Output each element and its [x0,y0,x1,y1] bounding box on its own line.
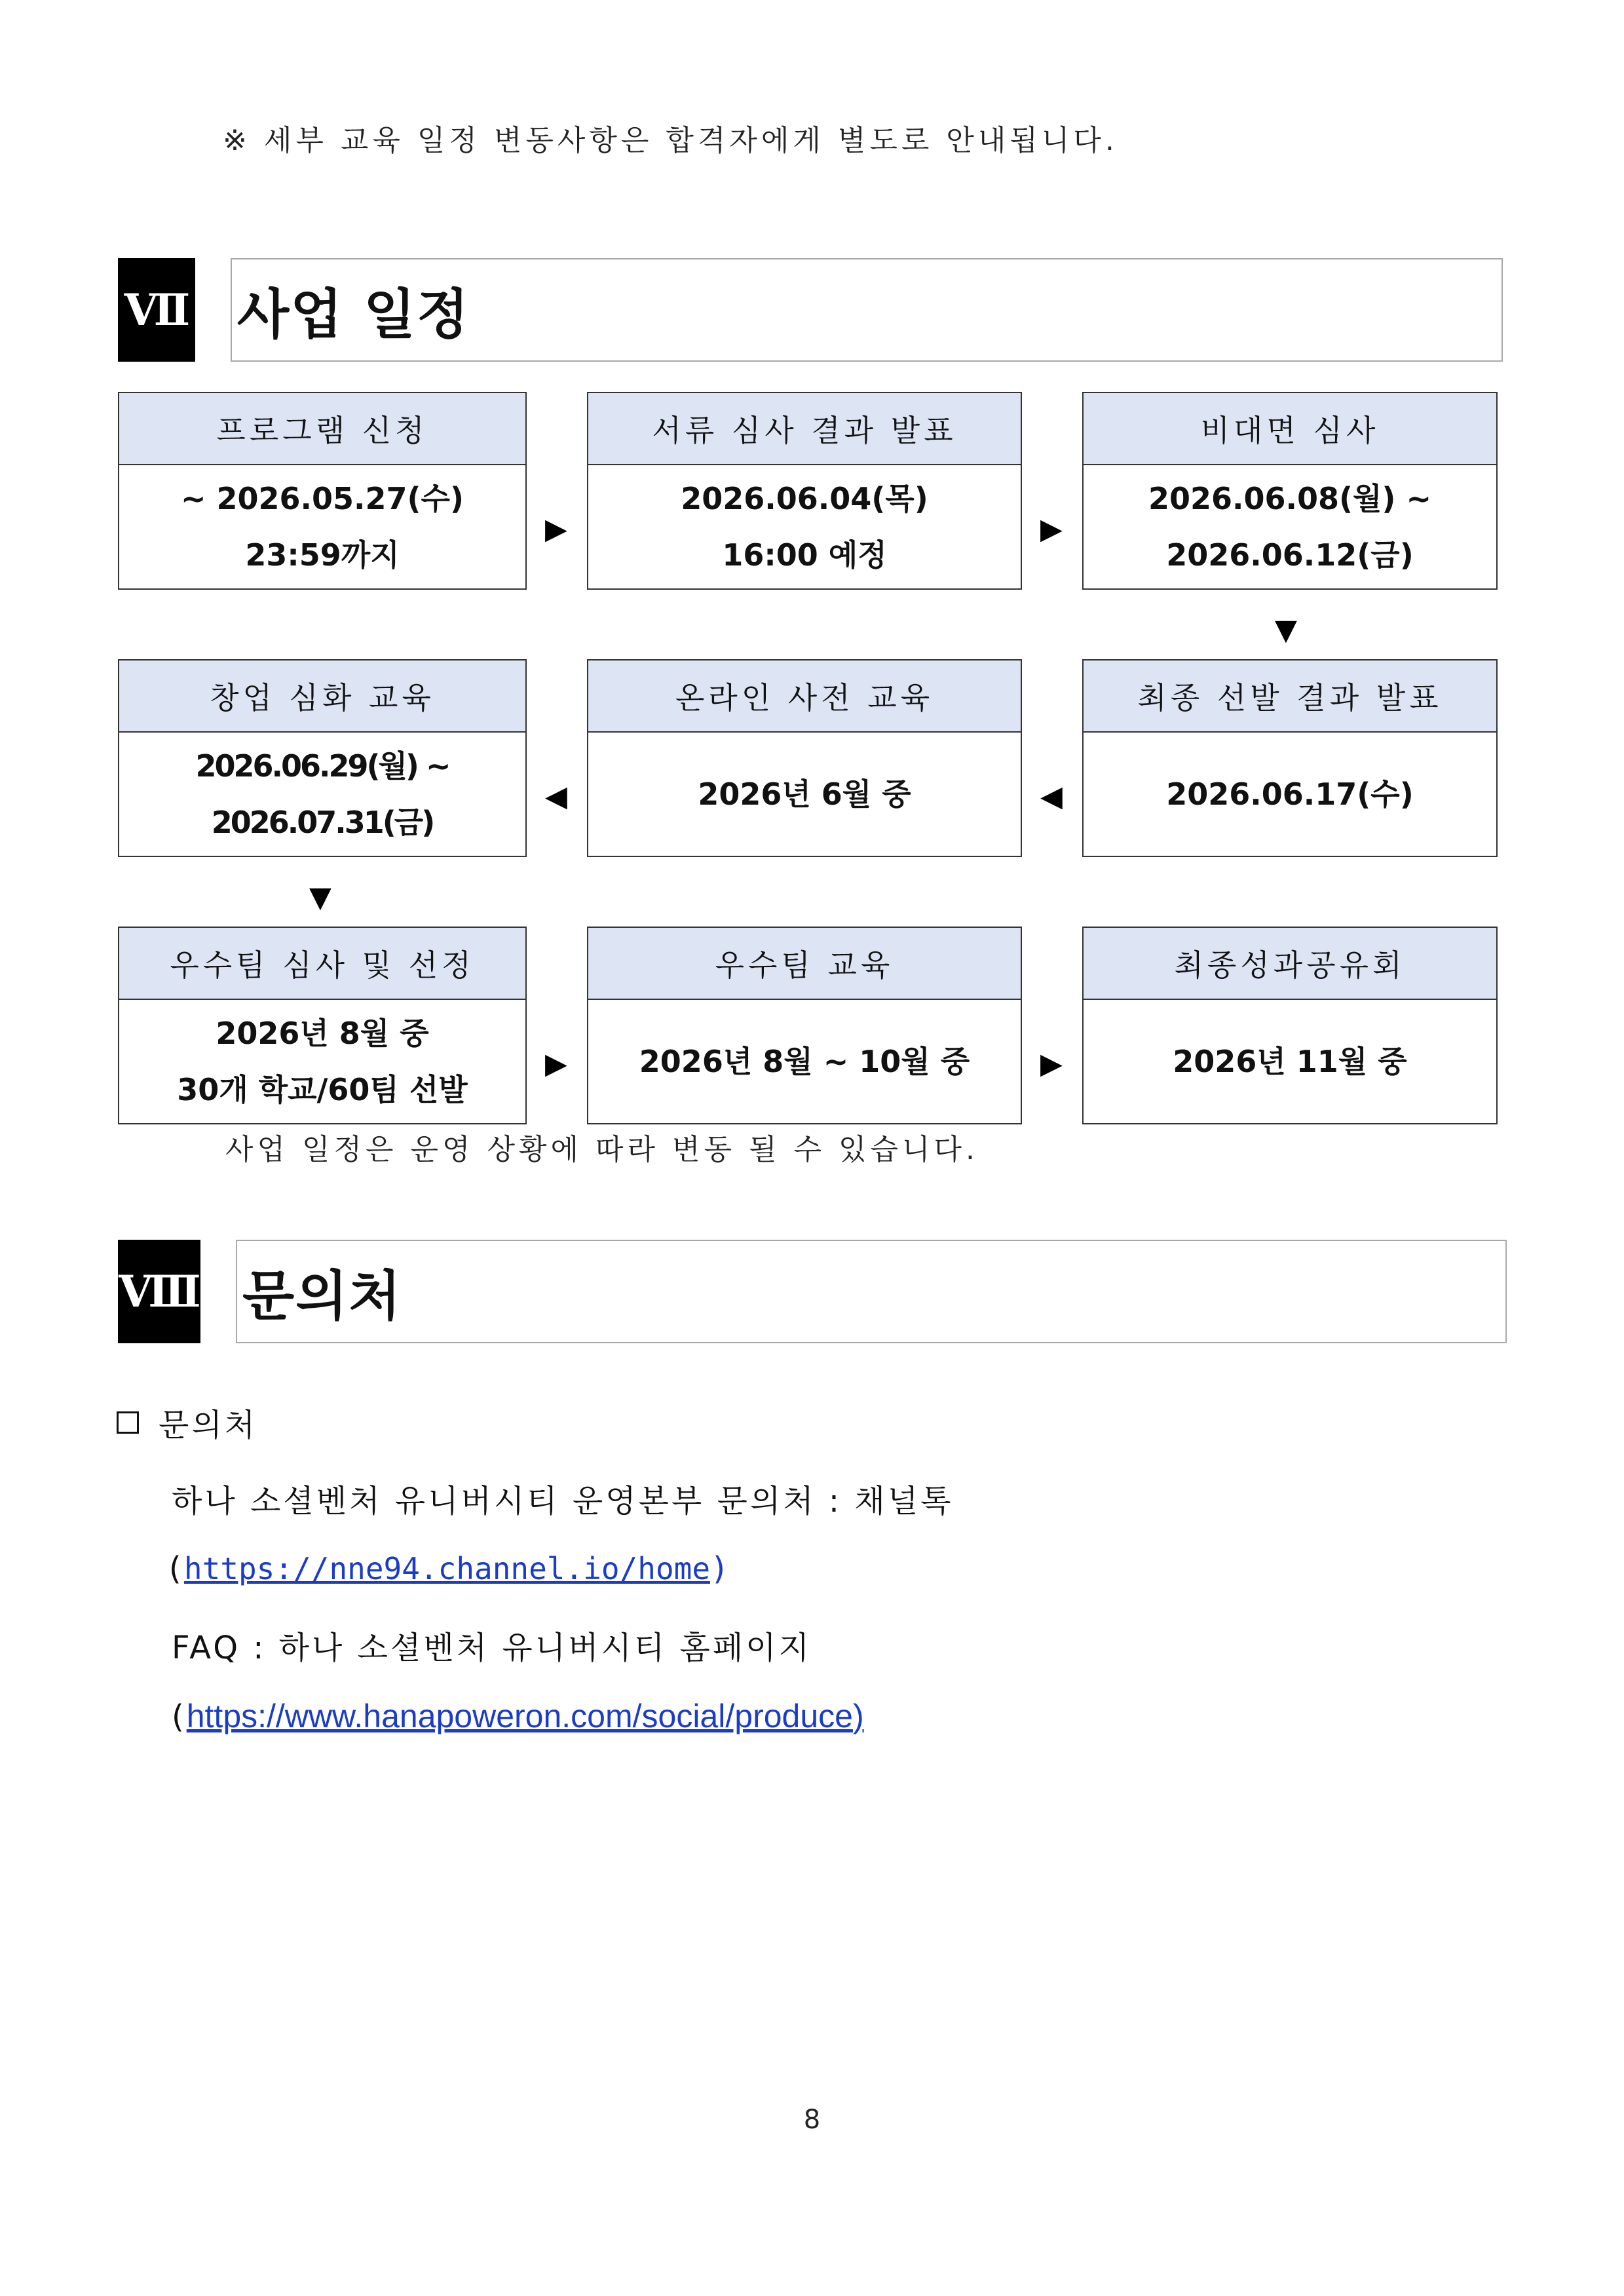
section-8-badge: Ⅷ [118,1240,200,1343]
card-line: 2026년 8월 중 [216,1016,429,1051]
schedule-disclaimer: 사업 일정은 운영 상황에 따라 변동 될 수 있습니다. [225,1133,979,1166]
contact-link2-line: (https://www.hanapoweron.com/social/produce) [172,1698,864,1735]
card-title: 온라인 사전 교육 [588,660,1021,733]
card-line: 2026.06.04(목) [681,481,928,516]
left-arrow-icon: ◀ [545,780,567,813]
card-line: ~ 2026.05.27(수) [180,481,464,516]
card-line: 16:00 예정 [722,537,887,573]
schedule-card-document-review [587,392,1022,590]
card-line: 2026년 6월 중 [698,776,911,812]
right-arrow-icon: ▶ [545,1047,567,1081]
card-line: 23:59까지 [245,537,400,573]
schedule-card-online-pre-education [587,659,1022,857]
right-arrow-icon: ▶ [1040,512,1063,546]
schedule-card-final-showcase [1082,927,1498,1124]
section-7-title: 사업 일정 [237,283,470,346]
contact-heading-text: 문의처 [159,1407,258,1444]
channel-talk-link[interactable]: https://nne94.channel.io/home [183,1551,711,1586]
schedule-card-program-application [118,392,527,590]
card-title: 비대면 심사 [1084,393,1496,465]
right-arrow-icon: ▶ [545,512,567,546]
schedule-change-note: ※ 세부 교육 일정 변동사항은 합격자에게 별도로 안내됩니다. [223,124,1118,157]
contact-faq-line: FAQ : 하나 소셜벤처 유니버시티 홈페이지 [172,1630,812,1666]
homepage-link[interactable]: https://www.hanapoweron.com/social/produce [186,1698,853,1734]
card-line: 2026.06.12(금) [1166,537,1414,573]
card-title: 우수팀 심사 및 선정 [119,928,525,1000]
card-line: 2026.07.31(금) [211,805,434,840]
card-title: 서류 심사 결과 발표 [588,393,1021,465]
card-line: 2026년 11월 중 [1173,1044,1407,1079]
page-number: 8 [803,2105,821,2135]
card-line: 2026.06.17(수) [1166,776,1414,812]
checkbox-icon [117,1411,139,1434]
card-line: 30개 학교/60팀 선발 [177,1072,468,1107]
contact-heading [117,1400,257,1445]
schedule-card-excellent-team-review [118,927,527,1124]
left-arrow-icon: ◀ [1040,780,1063,813]
right-arrow-icon: ▶ [1040,1047,1063,1081]
section-7-badge: Ⅶ [118,258,195,362]
schedule-card-advanced-education [118,659,527,857]
section-8-title-box [236,1240,1507,1343]
card-line: 2026년 8월 ~ 10월 중 [639,1044,970,1079]
card-line: 2026.06.29(월) ~ [195,748,449,784]
down-arrow-icon: ▼ [1275,613,1297,647]
card-line: 2026.06.08(월) ~ [1148,481,1432,516]
schedule-card-final-selection [1082,659,1498,857]
schedule-card-online-interview [1082,392,1498,590]
schedule-card-excellent-team-education [587,927,1022,1124]
card-title: 우수팀 교육 [588,928,1021,1000]
contact-channel-line: 하나 소셜벤처 유니버시티 운영본부 문의처 : 채널톡 [172,1483,954,1520]
section-8-title: 문의처 [242,1265,402,1328]
section-7-title-box [231,258,1503,362]
contact-link1-line: (https://nne94.channel.io/home) [165,1550,729,1587]
card-title: 프로그램 신청 [119,393,525,465]
card-title: 최종 선발 결과 발표 [1084,660,1496,733]
card-title: 창업 심화 교육 [119,660,525,733]
down-arrow-icon: ▼ [309,881,331,914]
card-title: 최종성과공유회 [1084,928,1496,1000]
